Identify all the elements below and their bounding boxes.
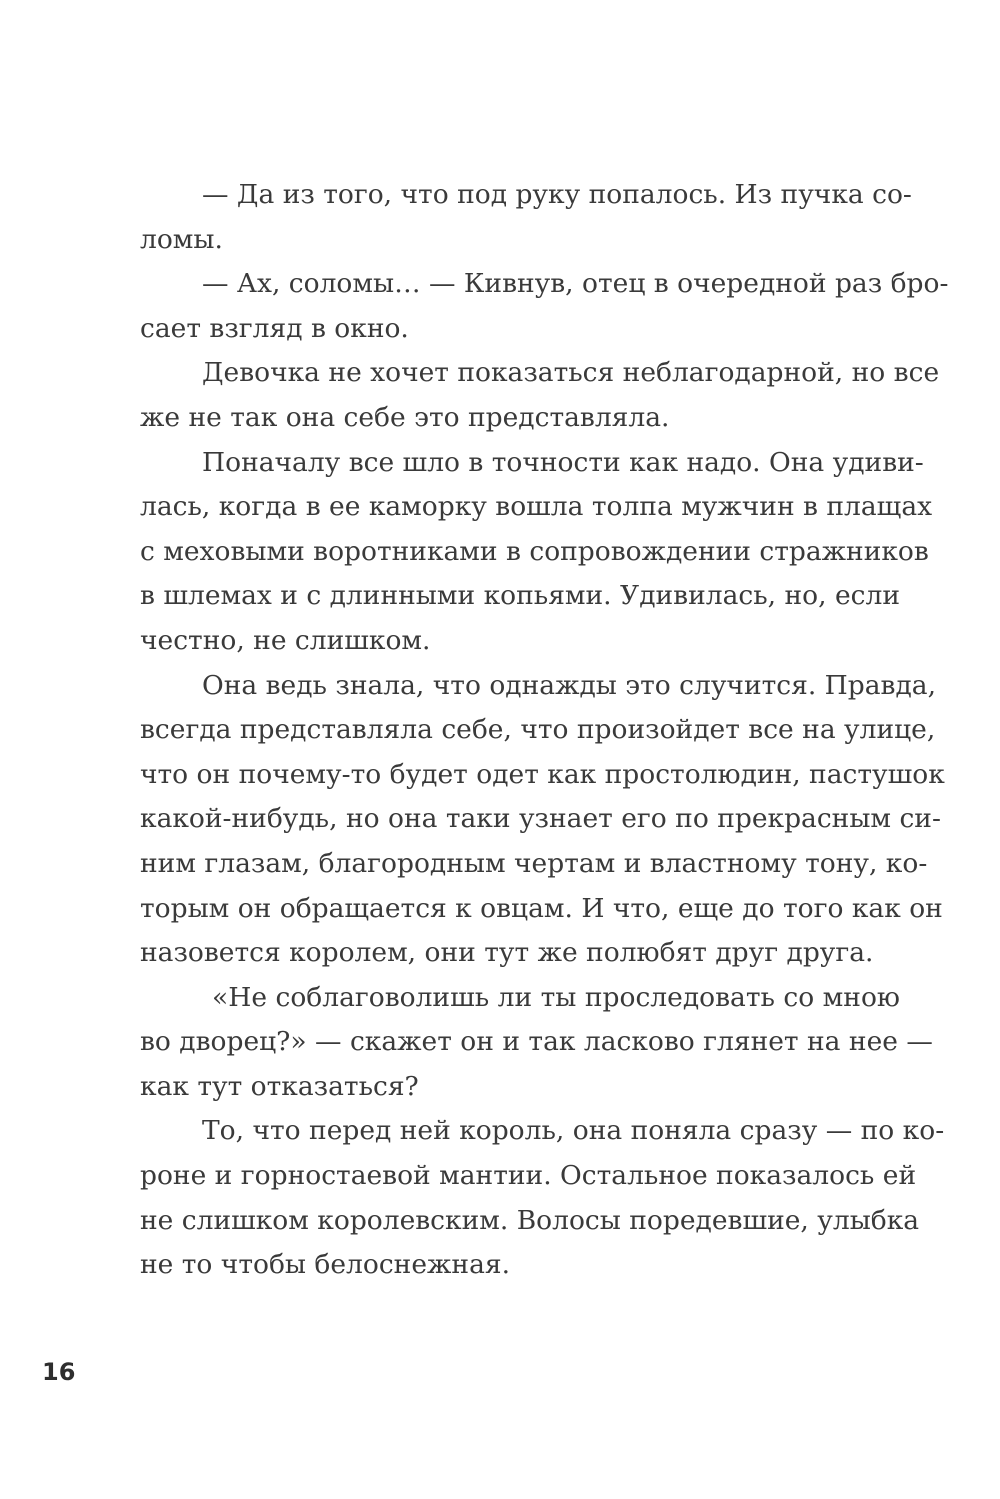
text-line: Она ведь знала, что однажды это случится. Правда, (202, 669, 937, 701)
text-line: «Не соблаговолишь ли ты проследовать со мною (212, 981, 900, 1013)
text-line: с меховыми воротниками в сопровождении стражников (140, 535, 929, 567)
text-line: торым он обращается к овцам. И что, еще до того как он (140, 892, 943, 924)
text-line: как тут отказаться? (140, 1070, 419, 1102)
text-line: не слишком королевским. Волосы поредевшие, улыбка (140, 1204, 920, 1236)
text-line: — Ах, соломы… — Кивнув, отец в очередной раз бро- (202, 268, 949, 300)
text-line: не то чтобы белоснежная. (140, 1249, 511, 1281)
text-line: Поначалу все шло в точности как надо. Она удиви- (202, 446, 924, 478)
text-line: То, что перед ней король, она поняла сразу — по ко- (202, 1115, 945, 1147)
text-line: ломы. (140, 223, 223, 255)
text-line: же не так она себе это представляла. (140, 401, 670, 433)
text-line: сает взгляд в окно. (140, 312, 409, 344)
text-line: что он почему-то будет одет как простолюдин, пастушок (140, 758, 945, 790)
text-line: Девочка не хочет показаться неблагодарной, но все (202, 357, 940, 389)
text-line: всегда представляла себе, что произойдет все на улице, (140, 714, 936, 746)
text-line: в шлемах и с длинными копьями. Удивилась, но, если (140, 580, 900, 612)
text-line: роне и горностаевой мантии. Остальное показалось ей (140, 1160, 917, 1192)
text-line: честно, не слишком. (140, 624, 431, 656)
text-line: какой-нибудь, но она таки узнает его по прекрасным си- (140, 803, 941, 835)
text-line: во дворец?» — скажет он и так ласково глянет на нее — (140, 1026, 933, 1058)
text-line: назовется королем, они тут же полюбят друг друга. (140, 937, 874, 969)
text-line: ним глазам, благородным чертам и властному тону, ко- (140, 847, 928, 879)
body-text (140, 173, 949, 1288)
text-line: лась, когда в ее каморку вошла толпа мужчин в плащах (140, 491, 933, 523)
text-line: — Да из того, что под руку попалось. Из пучка со- (202, 179, 912, 210)
page-number: 16 (42, 1358, 76, 1386)
